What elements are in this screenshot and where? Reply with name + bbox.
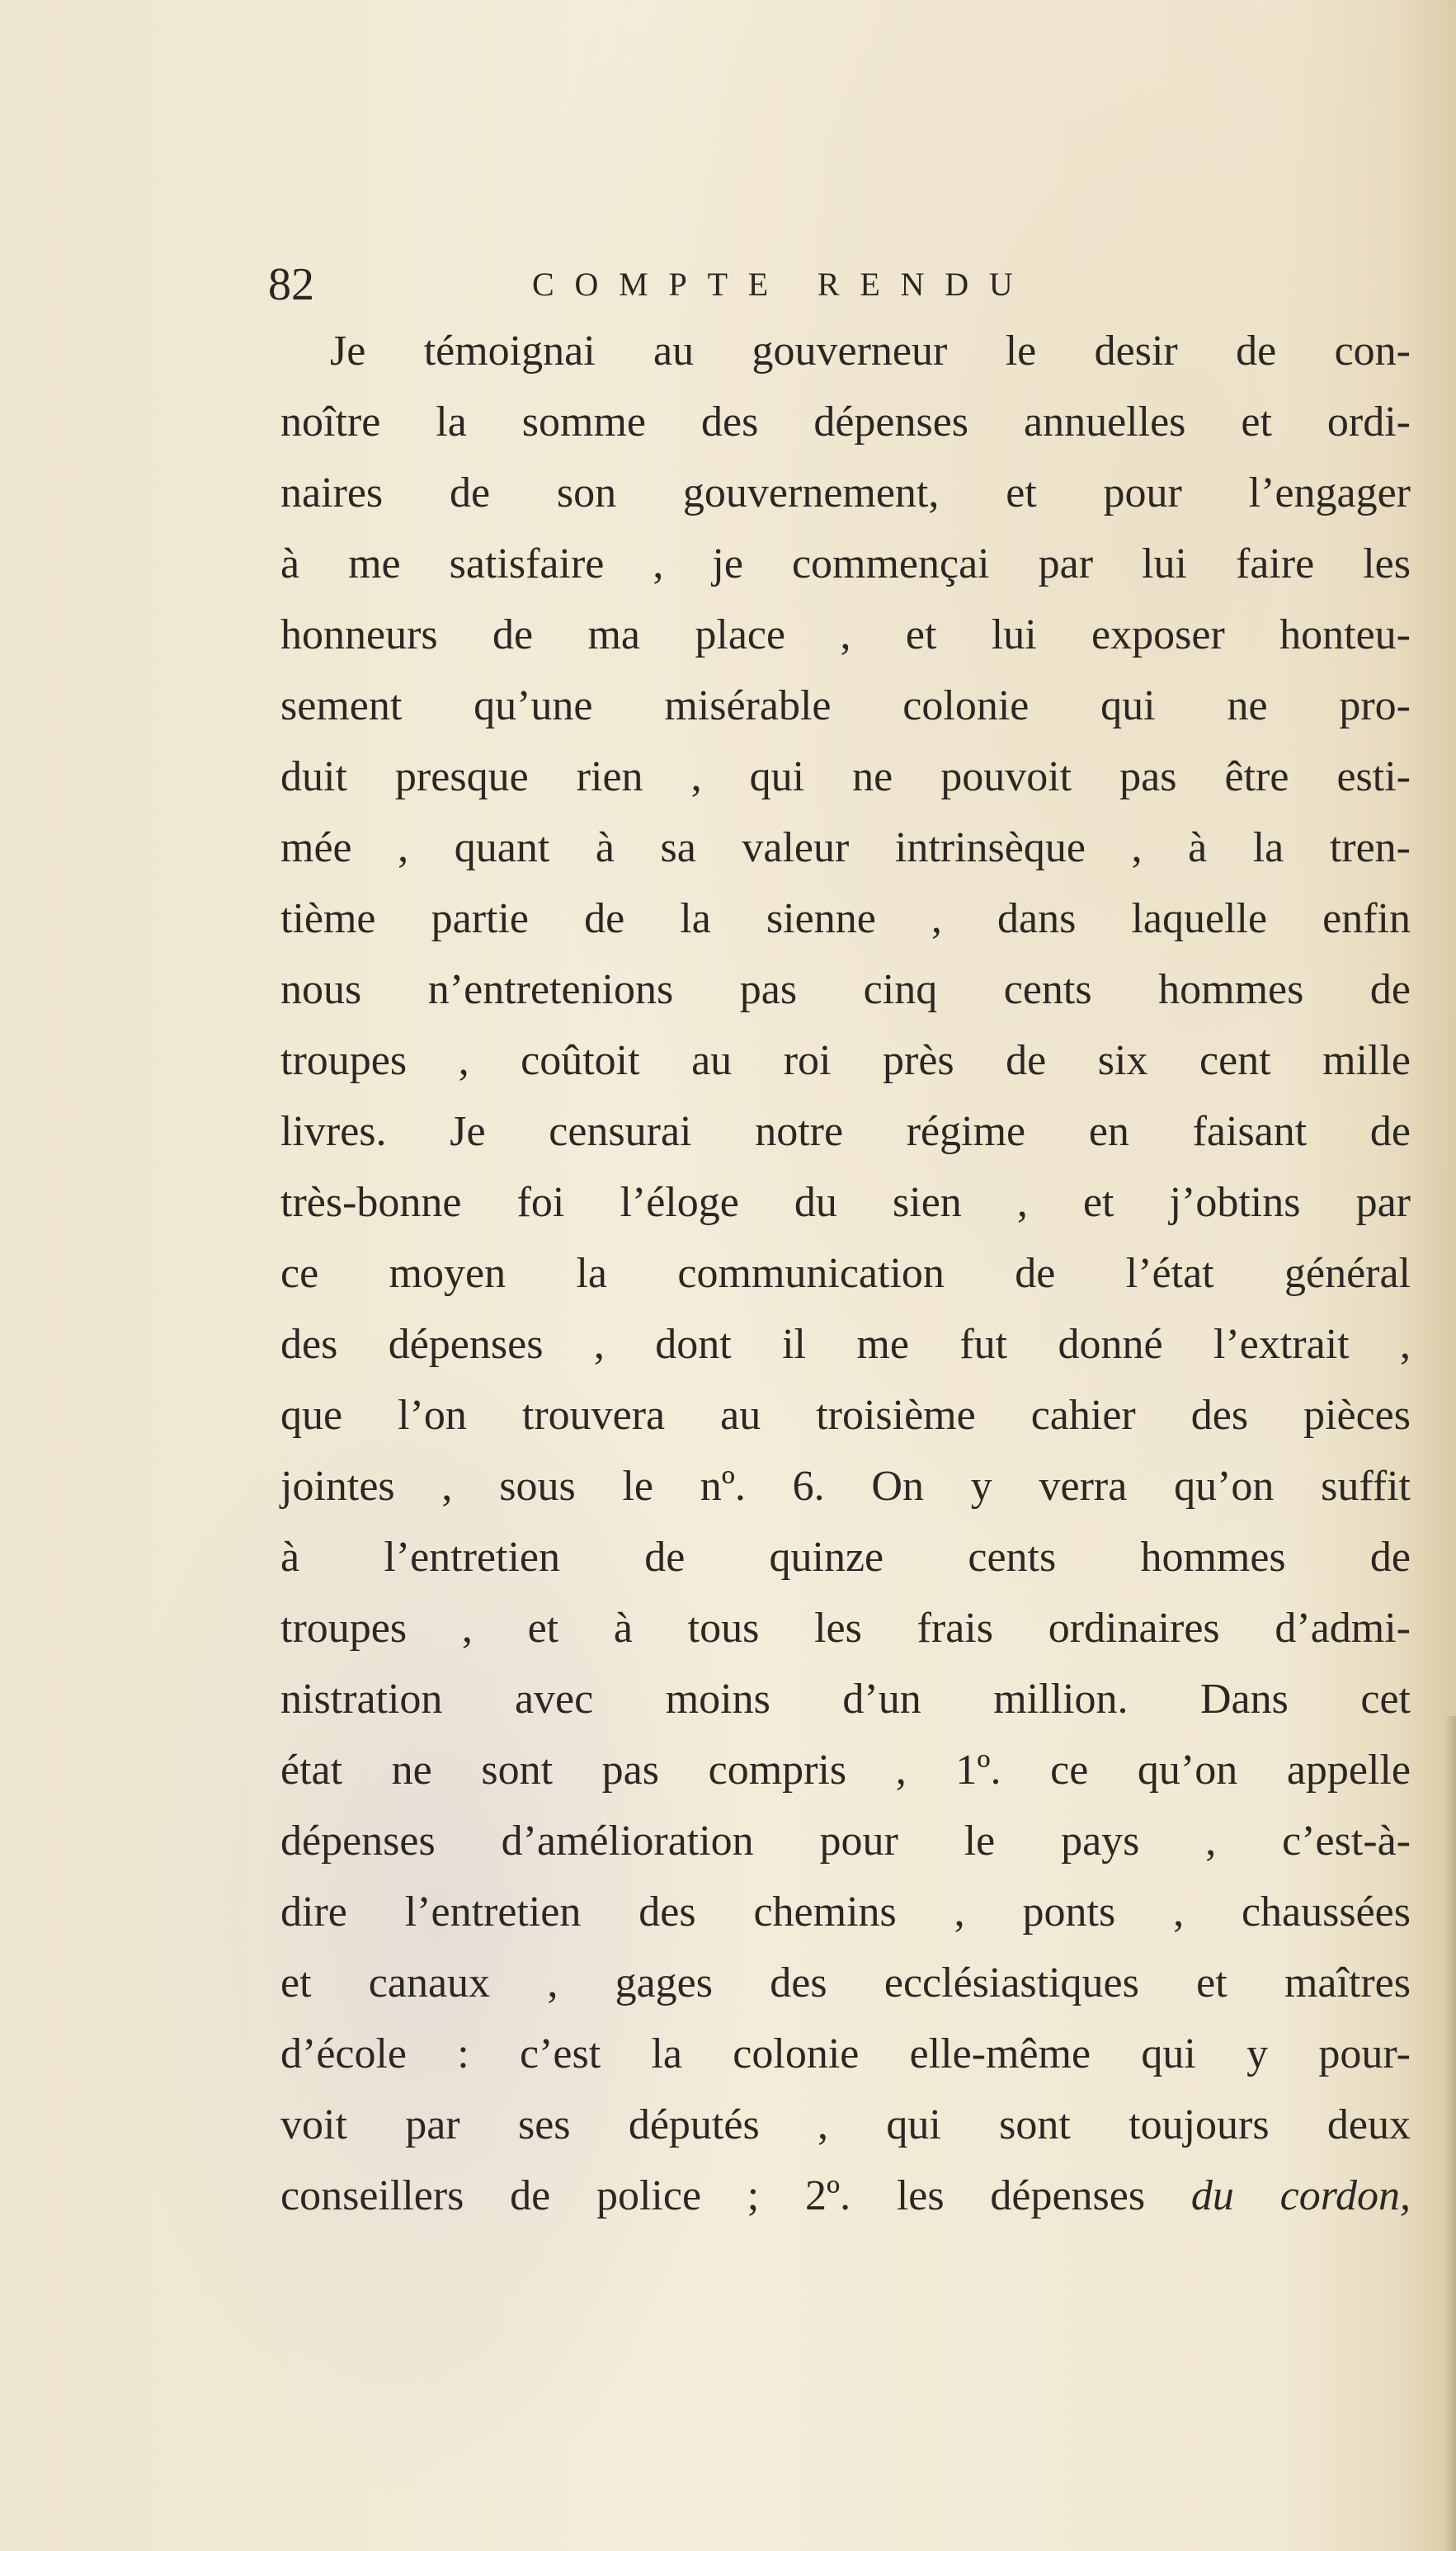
page-edge-shadow <box>1444 1716 1456 2551</box>
text-line: nous n’entretenions pas cinq cents hommes de <box>280 966 1411 1013</box>
text-line: tième partie de la sienne , dans laquelle enfin <box>280 895 1411 942</box>
text-line: à l’entretien de quinze cents hommes de <box>280 1534 1411 1581</box>
text-line: ce moyen la communication de l’état général <box>280 1250 1411 1297</box>
text-line: sement qu’une misérable colonie qui ne pro- <box>280 682 1411 729</box>
text-line: troupes , et à tous les frais ordinaires d’admi- <box>280 1605 1411 1652</box>
text-line-last-roman: conseillers de police ; 2º. les dépenses <box>280 2172 1146 2219</box>
text-line: naires de son gouvernement, et pour l’engager <box>280 469 1411 516</box>
text-line: honneurs de ma place , et lui exposer honteu- <box>280 611 1411 658</box>
text-line: nistration avec moins d’un million. Dans cet <box>280 1676 1411 1723</box>
text-line: dépenses d’amélioration pour le pays , c’est-à- <box>280 1818 1411 1865</box>
text-line: voit par ses députés , qui sont toujours deux <box>280 2101 1411 2148</box>
text-line: à me satisfaire , je commençai par lui faire les <box>280 540 1411 587</box>
text-line: mée , quant à sa valeur intrinsèque , à la tren- <box>280 824 1411 871</box>
text-line: noître la somme des dépenses annuelles et ordi- <box>280 398 1411 446</box>
text-line: que l’on trouvera au troisième cahier des pièces <box>280 1392 1411 1439</box>
text-line: troupes , coûtoit au roi près de six cent mille <box>280 1037 1411 1084</box>
text-line: état ne sont pas compris , 1º. ce qu’on appelle <box>280 1747 1411 1794</box>
page-number: 82 <box>268 259 314 310</box>
text-line-last-italic: du cordon, <box>1190 2172 1411 2219</box>
text-line: des dépenses , dont il me fut donné l’extrait , <box>280 1321 1411 1368</box>
page-header <box>268 252 1427 318</box>
running-head: COMPTE RENDU <box>532 266 1034 303</box>
text-line-last <box>280 2161 1411 2232</box>
text-line: et canaux , gages des ecclésiastiques et maîtres <box>280 1959 1411 2006</box>
text-line: jointes , sous le nº. 6. On y verra qu’on suffit <box>280 1463 1411 1510</box>
text-line: duit presque rien , qui ne pouvoit pas être esti- <box>280 753 1411 800</box>
text-line: livres. Je censurai notre régime en faisant de <box>280 1108 1411 1155</box>
text-line: d’école : c’est la colonie elle-même qui y pour- <box>280 2030 1411 2077</box>
text-line: dire l’entretien des chemins , ponts , chaussées <box>280 1888 1411 1936</box>
text-line: très-bonne foi l’éloge du sien , et j’obtins par <box>280 1179 1411 1226</box>
text-line: Je témoignai au gouverneur le desir de con- <box>330 328 1411 375</box>
